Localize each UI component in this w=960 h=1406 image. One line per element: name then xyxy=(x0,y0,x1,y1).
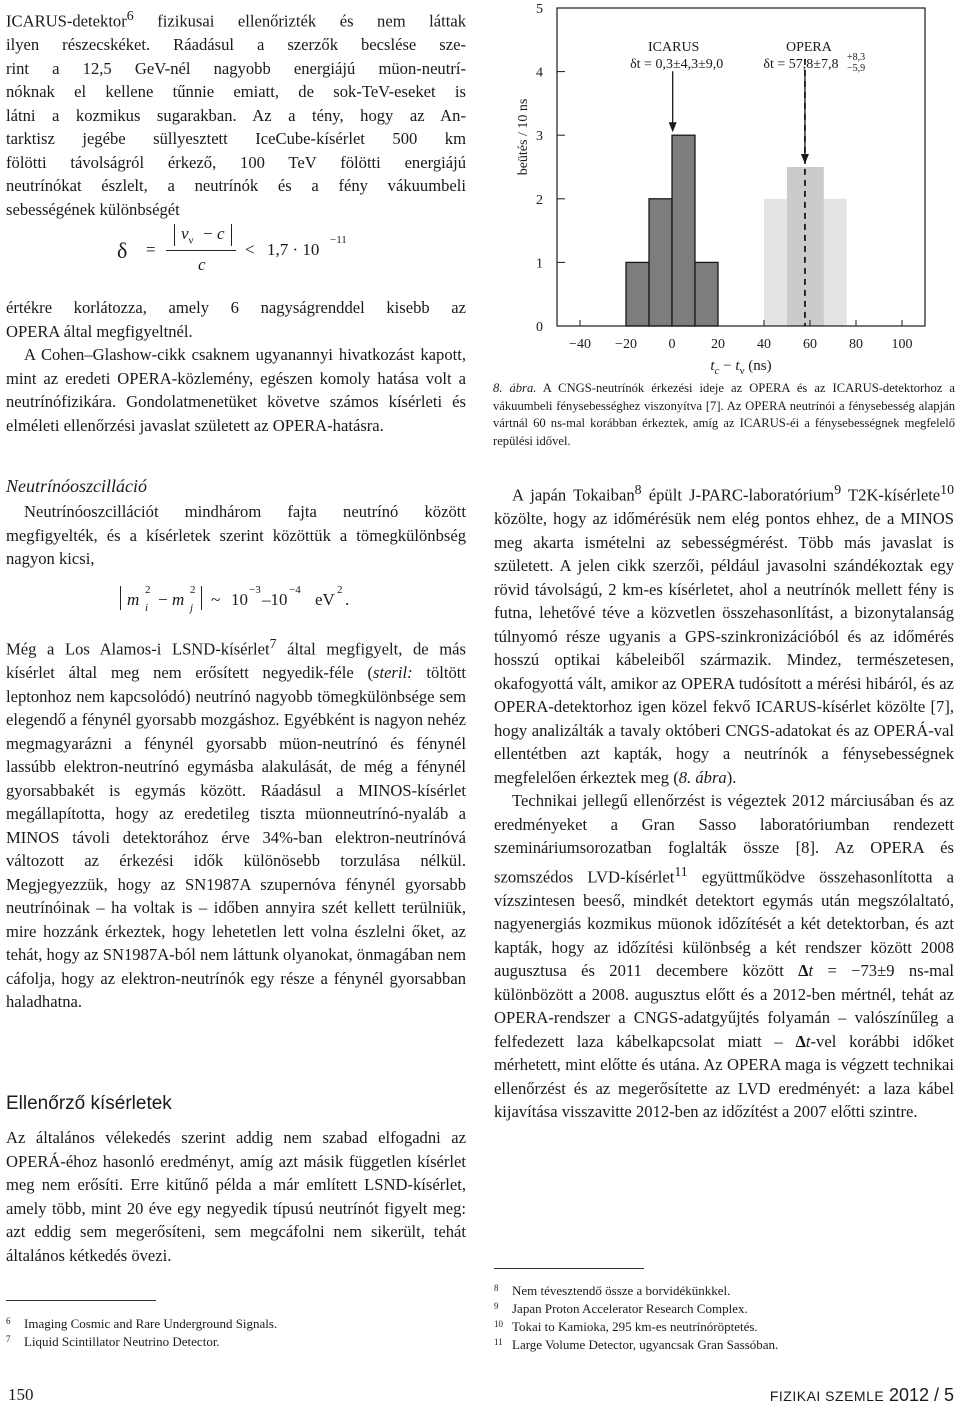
bound-exponent: −11 xyxy=(330,234,347,246)
opera-title: OPERA xyxy=(785,40,832,56)
plot-frame xyxy=(557,8,925,326)
intro-line: ilyen részecskéket. Ráadásul a szerzők becslése sze- xyxy=(6,35,466,55)
caption-label: 8. ábra. xyxy=(493,381,537,395)
abs-bar-left xyxy=(120,586,121,610)
y-tick-label: 5 xyxy=(536,2,543,17)
icarus-bar xyxy=(672,135,695,326)
footnote-rule-right xyxy=(494,1268,644,1269)
x-axis-label: $t_c - t_\nu$ (ns) xyxy=(710,358,772,377)
y-tick-label: 3 xyxy=(536,129,543,145)
numerator: $v_\nu$ xyxy=(181,224,194,247)
checks-paragraph: Az általános vélekedés szerint addig nem szabad elfogadni az OPERÁ-éhoz hasonló eredményt, amíg azt másik független kísérlet meg nem erősíti. Erre kitűnő példa a már említett LSND-kísérlet, amely több, mint 20 éve egy negyedik típusú neutrínót figyelt meg: azt eddig sem megerősíteni, sem megcáfolni nem sikerült, tehát általános kétkedés övezi. xyxy=(6,1128,466,1265)
minus-sign: − xyxy=(203,224,213,243)
abs-bar-left xyxy=(174,224,175,246)
icarus-title: ICARUS xyxy=(648,40,700,56)
x-tick-label: 20 xyxy=(711,337,725,352)
footnotes-left xyxy=(6,1315,466,1351)
journal-issue: 2012 / 5 xyxy=(888,1385,954,1405)
intro-line: fölötti távolságról érkező, 100 TeV fölötti energiájú xyxy=(6,152,466,172)
bound-line: értékre korlátozza, amely 6 nagyságrenddel kisebb az xyxy=(6,298,466,317)
denominator: c xyxy=(198,255,206,274)
oscillation-paragraph-1: Neutrínóoszcillációt mindhárom fajta neutrínó között megfigyelték, és a kísérletek szerint közöttük a tömegkülönbség nagyon kicsi, xyxy=(6,502,466,568)
intro-line: látni a kozmikus sugarakban. Az a tény, hogy az An- xyxy=(6,105,466,125)
y-tick-label: 4 xyxy=(536,65,543,81)
section-heading-oscillation: Neutrínóoszcilláció xyxy=(6,476,147,496)
intro-line: tarktisz jegébe süllyesztett IceCube-kísérlet 500 km xyxy=(6,129,466,149)
intro-line: sebességének különbségét xyxy=(6,199,180,219)
footnote-11: 11 Large Volume Detector, ugyancsak Gran Sassóban. xyxy=(494,1337,779,1352)
footnotes-right xyxy=(494,1282,954,1354)
icarus-bar xyxy=(649,199,672,326)
less-than: < xyxy=(245,240,255,259)
figure-caption xyxy=(493,380,955,450)
footnote-9: 9 Japan Proton Accelerator Research Complex. xyxy=(494,1301,748,1316)
x-tick-label: 0 xyxy=(668,337,676,352)
cohen-glashow-paragraph: A Cohen–Glashow-cikk csaknem ugyanannyi hivatkozást kapott, mint az eredeti OPERA-közlemény, egészen komoly hatása volt a neutrínófizikára. Gondolatmenetüket követve számos kísérleti és elméleti ellenőrzési javaslat született az OPERA-hatásra. xyxy=(6,345,466,435)
y-tick-label: 0 xyxy=(536,320,543,335)
numerator-c: c xyxy=(217,224,225,243)
x-tick-label: 100 xyxy=(891,337,913,352)
mass-formula: m 2 i − m 2 j ~ 10 −3 –10 −4 eV 2 . xyxy=(0,584,470,620)
footnote-8: 8 Nem tévesztendő össze a borvidékünkkel. xyxy=(494,1283,731,1298)
bound-line: OPERA által megfigyeltnél. xyxy=(6,321,193,341)
footnote-10: 10 Tokai to Kamioka, 295 km-es neutrínóröptetés. xyxy=(494,1319,758,1334)
opera-err-up: +8,3 xyxy=(846,52,866,64)
icarus-arrow-head xyxy=(669,122,677,132)
footnote-rule-left xyxy=(6,1300,156,1301)
icarus-bar xyxy=(626,262,649,326)
arrival-time-histogram xyxy=(490,0,960,380)
oscillation-paragraph-2: Még a Los Alamos-i LSND-kísérlet$^7$ által megfigyelt, de más kísérlet által meg nem erősített negyedik-féle (steril: töltött leptonhoz nem kapcsolódó) neutrínó nagyobb tömegkülönbsége sem elegendő a fénynél gyorsabb mozgáshoz. Egyébként is nagyon nehéz megmagyarázni a fénynél gyorsabb müon-neutrínó és fénynél lassúbb elektron-neutrínó egymásba alakulását, de még a fénynél gyorsabbakét is egymás között. Ráadásul a MINOS-kísérlet megállapította, hogy az eredetileg tiszta müonneutrínó-nyaláb a MINOS távoli detektorához érve 34%-ban elektron-neutrínóvá változott az érkezési idők különösebb torzulása nélkül. Megjegyezzük, hogy az SN1987A szupernóva fénynél gyorsabb neutrínóinak – ha voltak is – időben annyira szét kellett terülniük, mire hozzánk érkeztek, hogy lehetetlen lett volna észlelni őket, az tehát, hogy az SN1987A-ból nem láttunk olyanokat, önmagában nem cáfolja, hogy az elektron-neutrínók egy része a fénynél gyorsabban haladhatna. xyxy=(6,636,466,1012)
equals-sign: = xyxy=(146,240,156,259)
journal-footer xyxy=(770,1385,954,1406)
page-number: 150 xyxy=(8,1385,34,1404)
left-paragraphs xyxy=(6,296,466,437)
y-axis-label: beütés / 10 ns xyxy=(516,98,531,176)
x-tick-label: 60 xyxy=(803,337,817,352)
x-tick-label: 80 xyxy=(849,337,863,352)
abs-bar-right xyxy=(231,224,232,246)
icarus-bar xyxy=(695,262,718,326)
x-tick-label: −20 xyxy=(615,337,637,352)
intro-paragraph xyxy=(6,4,466,221)
bound-value: 1,7 · 10 xyxy=(267,240,320,259)
journal-name: FIZIKAI SZEMLE xyxy=(769,1388,885,1404)
opera-err-down: −5,9 xyxy=(846,63,866,75)
footnote-6: 6 Imaging Cosmic and Rare Underground Signals. xyxy=(6,1316,278,1331)
x-tick-label: −40 xyxy=(569,337,591,352)
icarus-value: δt = 0,3±4,3±9,0 xyxy=(630,57,724,73)
abs-bar-right xyxy=(201,586,202,610)
technical-check-paragraph: Technikai jellegű ellenőrzést is végeztek 2012 márciusában és az eredményeket a Gran Sasso laboratóriumban rendezett szemináriumsorozatban foglalták össze [8]. Az OPERA és szomszédos LVD-kísérlet$^{11}$ együttműködve összehasonlította a vízszintesen beeső, mindkét detektort egymás után megszólaltató, nagyenergiás kozmikus müonok időzítését a két detektorban, és azt kapták, hogy az időzítési különbség a két rendszer között 2008 augusztusa és 2011 decembere között Δt = −73±9 ns-mal különbözött a 2008. augusztus előtt és a 2012-ben mértnél, tehát az OPERA-rendszer a CNGS-adatgyűjtés folyamán – valószínűleg a felfedezett laza kábelkapcsolat miatt – Δt-vel korábbi időket mérhetett, mint előtte és utána. Az OPERA maga is végzett technikai ellenőrzést és az megerősítette az LVD eredményét: a laza kábel kijavítása visszavitte 2012-ben az időzítést a 2007 előtti szintre. xyxy=(494,791,955,1122)
fraction-line xyxy=(166,250,236,251)
section-heading-checks: Ellenőrző kísérletek xyxy=(6,1093,172,1114)
intro-line: ICARUS-detektor$^6$ fizikusai ellenőrizték és nem láttak xyxy=(6,8,466,31)
intro-line: nóknak el kellene tűnnie emiatt, de sok-TeV-eseket is xyxy=(6,82,466,102)
x-tick-label: 40 xyxy=(757,337,771,352)
caption-text: A CNGS-neutrínók érkezési ideje az OPERA és az ICARUS-detektorhoz a vákuumbeli fénysebességhez viszonyítva [7]. Az OPERA neutrínói a fénysebesség alapján vártnál 60 ns-mal korábban érkeztek, amíg az ICARUS-éi a fénysebességnek megfelelő repülési idővel. xyxy=(493,381,955,448)
delta-symbol: δ xyxy=(117,238,128,263)
intro-line: neutrínókat észlelt, a neutrínók és a fény vákuumbeli xyxy=(6,176,466,196)
opera-value: δt = 57,8±7,8 xyxy=(763,57,839,73)
right-column xyxy=(494,478,954,1124)
footnote-7: 7 Liquid Scintillator Neutrino Detector. xyxy=(6,1334,220,1349)
y-tick-label: 2 xyxy=(536,192,543,208)
y-tick-label: 1 xyxy=(536,256,543,272)
opera-arrow-head xyxy=(801,154,809,164)
delta-formula xyxy=(0,220,470,280)
t2k-paragraph: A japán Tokaiban$^8$ épült J-PARC-laboratórium$^9$ T2K-kísérlete$^{10}$ közölte, hogy az időmérésük nem elég pontos ehhez, de a MINOS meg akarta ismételni az sebességmérést. Több más javaslat is született. A jelen cikk szerzői, például javasolni szándékoztak egy rövid távolságú, 2 km-es kísérletet, ahol a neutrínók mellett fény is futna, lehetővé téve a közvetlen összehasonlítást, a bizonytalanság túlnyomó része ugyanis a GPS-szinkronizációból és az időmérés hosszú optikai kábeleiből származik. Mindez, természetesen, okafogyottá vált, amikor az OPERA tudósított a mérési hibáról, és az OPERA-detektorhoz igen közel fekvő ICARUS-kísérlet közölte [7], hogy analizálták a tavaly októberi CNGS-adatokat és az OPERÁ-val ellentétben azt kapták, hogy a neutrínók a fénysebességnek megfelelően érkeztek meg (8. ábra). xyxy=(494,482,954,787)
intro-line: rint a 12,5 GeV-nél nagyobb energiájú müon-neutrí- xyxy=(6,58,466,78)
